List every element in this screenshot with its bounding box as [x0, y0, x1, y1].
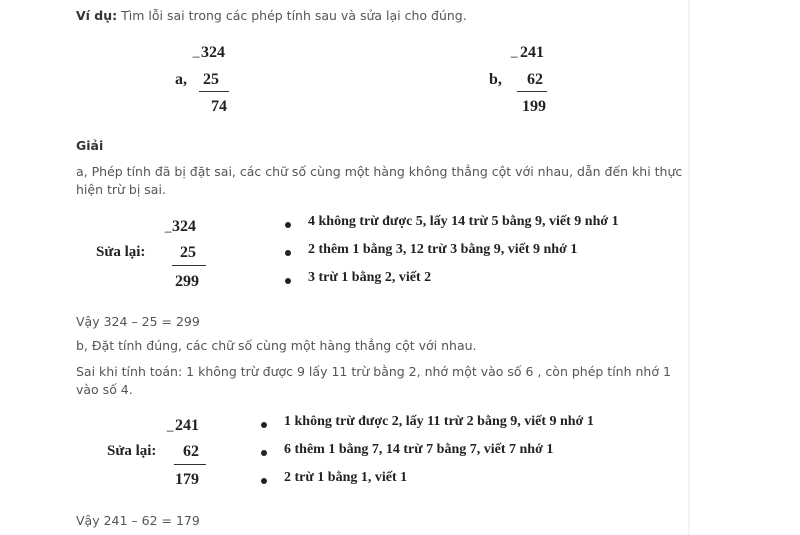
problem-b-subtrahend: 62 [527, 71, 543, 88]
part-b-minuend: 241 [175, 417, 199, 434]
part-b-result: 179 [175, 471, 199, 488]
bullet-icon [261, 450, 267, 456]
part-a-explain-line1: a, Phép tính đã bị đặt sai, các chữ số cùng một hàng không thẳng cột với nhau, dẫn đến khi thực [76, 164, 683, 179]
part-a-conclusion: Vậy 324 – 25 = 299 [76, 314, 200, 329]
part-a-step-2: 2 thêm 1 bằng 3, 12 trừ 3 bằng 9, viết 9 nhớ 1 [308, 242, 578, 257]
problem-a-label: a, [175, 71, 187, 88]
part-b-subtrahend: 62 [183, 443, 199, 460]
problem-b-minus-sign: − [510, 50, 519, 66]
bullet-icon [261, 422, 267, 428]
part-a-fix-label: Sửa lại: [96, 244, 146, 260]
problem-b-label: b, [489, 71, 502, 88]
part-b-explain-line1: b, Đặt tính đúng, các chữ số cùng một hàng thẳng cột với nhau. [76, 338, 477, 353]
example-label: Ví dụ: [76, 8, 118, 23]
problem-a-line [199, 91, 229, 92]
problem-b-result: 199 [522, 98, 546, 115]
part-b-step-3: 2 trừ 1 bằng 1, viết 1 [284, 470, 408, 485]
part-b-conclusion: Vậy 241 – 62 = 179 [76, 513, 200, 528]
part-a-step-1: 4 không trừ được 5, lấy 14 trừ 5 bằng 9, viết 9 nhớ 1 [308, 214, 619, 229]
right-divider [688, 0, 690, 535]
part-a-minus-sign: − [164, 225, 173, 241]
problem-a-result: 74 [211, 98, 227, 115]
example-line [76, 8, 467, 24]
bullet-icon [285, 278, 291, 284]
part-a-line [172, 265, 206, 266]
problem-a-minuend: 324 [201, 44, 225, 61]
problem-a-minus-sign: − [192, 50, 201, 66]
part-b-minus-sign: − [166, 424, 175, 440]
part-b-step-1: 1 không trừ được 2, lấy 11 trừ 2 bằng 9, viết 9 nhớ 1 [284, 414, 594, 429]
part-b-explain-line3: vào số 4. [76, 382, 133, 397]
part-a-subtrahend: 25 [180, 244, 196, 261]
solution-heading: Giải [76, 138, 104, 153]
bullet-icon [261, 478, 267, 484]
part-b-line [174, 464, 206, 465]
part-a-minuend: 324 [172, 218, 196, 235]
bullet-icon [285, 250, 291, 256]
part-a-explain-line2: hiện trừ bị sai. [76, 182, 166, 197]
example-text: Tìm lỗi sai trong các phép tính sau và sửa lại cho đúng. [121, 8, 467, 23]
part-a-step-3: 3 trừ 1 bằng 2, viết 2 [308, 270, 432, 285]
problem-b-line [517, 91, 547, 92]
problem-a-subtrahend: 25 [203, 71, 219, 88]
part-a-result: 299 [175, 273, 199, 290]
part-b-fix-label: Sửa lại: [107, 443, 157, 459]
part-b-explain-line2: Sai khi tính toán: 1 không trừ được 9 lấy 11 trừ bằng 2, nhớ một vào số 6 , còn phép tính nhớ 1 [76, 364, 671, 379]
bullet-icon [285, 222, 291, 228]
problem-b-minuend: 241 [520, 44, 544, 61]
part-b-step-2: 6 thêm 1 bằng 7, 14 trừ 7 bằng 7, viết 7 nhớ 1 [284, 442, 554, 457]
